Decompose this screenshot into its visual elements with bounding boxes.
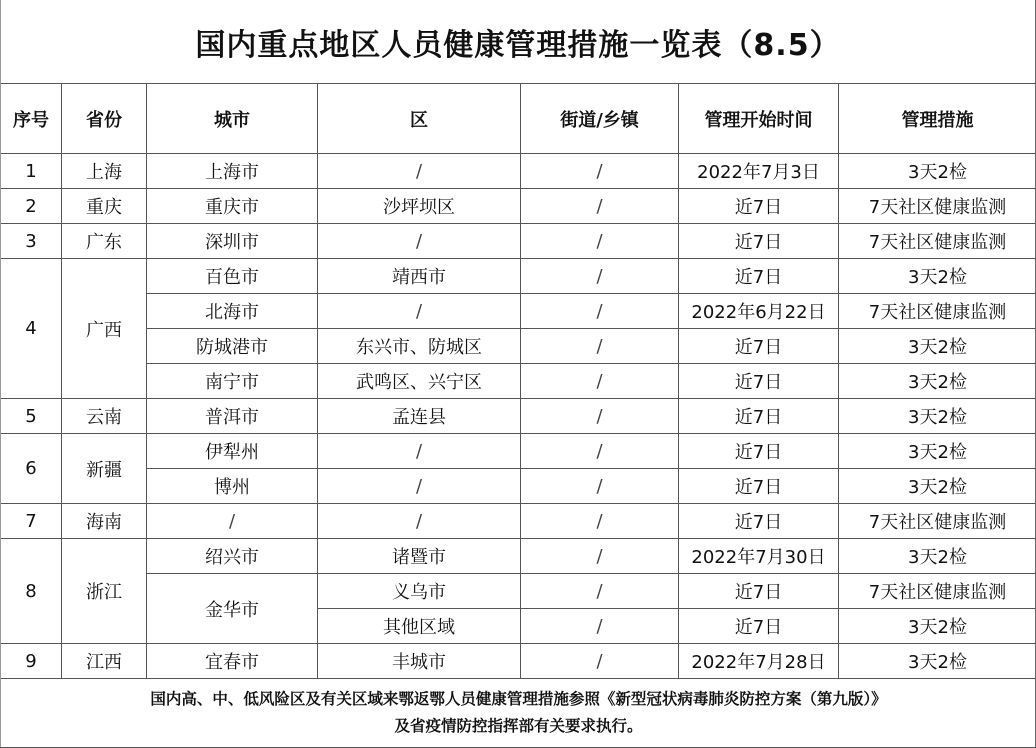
cell-seq: 6 [1, 434, 62, 504]
footer-line-1: 国内高、中、低风险区及有关区域来鄂返鄂人员健康管理措施参照《新型冠状病毒肺炎防控方案（第九版）》 [1, 686, 1036, 713]
cell-street: / [521, 189, 679, 224]
cell-seq: 4 [1, 259, 62, 399]
cell-street: / [521, 504, 679, 539]
cell-street: / [521, 154, 679, 189]
cell-seq: 2 [1, 189, 62, 224]
table-row [1, 364, 1036, 399]
cell-city: 金华市 [147, 574, 318, 644]
cell-city: 防城港市 [147, 329, 318, 364]
cell-street: / [521, 609, 679, 644]
cell-street: / [521, 469, 679, 504]
cell-street: / [521, 434, 679, 469]
cell-street: / [521, 294, 679, 329]
header-start-time: 管理开始时间 [679, 84, 839, 154]
cell-city: / [147, 504, 318, 539]
cell-measure: 3天2检 [839, 539, 1036, 574]
cell-start-time: 近7日 [679, 329, 839, 364]
table-row [1, 469, 1036, 504]
health-management-table [0, 83, 1036, 748]
cell-start-time: 近7日 [679, 609, 839, 644]
cell-measure: 3天2检 [839, 609, 1036, 644]
cell-start-time: 2022年7月30日 [679, 539, 839, 574]
cell-measure: 3天2检 [839, 644, 1036, 679]
header-seq: 序号 [1, 84, 62, 154]
cell-street: / [521, 329, 679, 364]
cell-province: 云南 [62, 399, 147, 434]
cell-seq: 9 [1, 644, 62, 679]
cell-district: 武鸣区、兴宁区 [318, 364, 521, 399]
cell-district: / [318, 224, 521, 259]
cell-measure: 7天社区健康监测 [839, 294, 1036, 329]
cell-measure: 3天2检 [839, 259, 1036, 294]
table-row [1, 399, 1036, 434]
table-row [1, 504, 1036, 539]
cell-seq: 7 [1, 504, 62, 539]
header-measure: 管理措施 [839, 84, 1036, 154]
cell-district: 义乌市 [318, 574, 521, 609]
cell-city: 伊犁州 [147, 434, 318, 469]
footer-row [1, 679, 1036, 748]
cell-province: 新疆 [62, 434, 147, 504]
cell-province: 重庆 [62, 189, 147, 224]
cell-measure: 7天社区健康监测 [839, 189, 1036, 224]
cell-province: 浙江 [62, 539, 147, 644]
cell-district: / [318, 469, 521, 504]
cell-district: 丰城市 [318, 644, 521, 679]
cell-start-time: 近7日 [679, 399, 839, 434]
cell-start-time: 近7日 [679, 224, 839, 259]
cell-city: 南宁市 [147, 364, 318, 399]
cell-district: 东兴市、防城区 [318, 329, 521, 364]
cell-start-time: 近7日 [679, 504, 839, 539]
table-row [1, 224, 1036, 259]
cell-province: 广西 [62, 259, 147, 399]
cell-city: 北海市 [147, 294, 318, 329]
header-province: 省份 [62, 84, 147, 154]
header-row [1, 84, 1036, 154]
cell-city: 重庆市 [147, 189, 318, 224]
cell-district: 沙坪坝区 [318, 189, 521, 224]
cell-start-time: 近7日 [679, 364, 839, 399]
cell-district: 其他区域 [318, 609, 521, 644]
table-row [1, 259, 1036, 294]
cell-province: 广东 [62, 224, 147, 259]
cell-street: / [521, 364, 679, 399]
cell-district: / [318, 154, 521, 189]
footer-line-2: 及省疫情防控指挥部有关要求执行。 [1, 713, 1036, 740]
cell-start-time: 近7日 [679, 469, 839, 504]
cell-city: 百色市 [147, 259, 318, 294]
cell-measure: 3天2检 [839, 329, 1036, 364]
cell-district: / [318, 294, 521, 329]
cell-province: 海南 [62, 504, 147, 539]
cell-measure: 3天2检 [839, 399, 1036, 434]
cell-street: / [521, 574, 679, 609]
cell-start-time: 近7日 [679, 189, 839, 224]
cell-seq: 8 [1, 539, 62, 644]
cell-district: 诸暨市 [318, 539, 521, 574]
header-city: 城市 [147, 84, 318, 154]
cell-start-time: 近7日 [679, 259, 839, 294]
header-street: 街道/乡镇 [521, 84, 679, 154]
cell-measure: 3天2检 [839, 364, 1036, 399]
cell-measure: 3天2检 [839, 154, 1036, 189]
cell-seq: 1 [1, 154, 62, 189]
cell-street: / [521, 224, 679, 259]
cell-city: 上海市 [147, 154, 318, 189]
cell-start-time: 近7日 [679, 574, 839, 609]
table-row [1, 539, 1036, 574]
cell-seq: 3 [1, 224, 62, 259]
table-row [1, 294, 1036, 329]
cell-street: / [521, 539, 679, 574]
cell-start-time: 近7日 [679, 434, 839, 469]
cell-measure: 3天2检 [839, 469, 1036, 504]
cell-street: / [521, 399, 679, 434]
table-row [1, 329, 1036, 364]
cell-seq: 5 [1, 399, 62, 434]
footer-note [1, 679, 1036, 748]
cell-district: 孟连县 [318, 399, 521, 434]
cell-measure: 7天社区健康监测 [839, 504, 1036, 539]
cell-start-time: 2022年7月3日 [679, 154, 839, 189]
cell-city: 博州 [147, 469, 318, 504]
cell-district: / [318, 434, 521, 469]
cell-city: 宜春市 [147, 644, 318, 679]
cell-start-time: 2022年7月28日 [679, 644, 839, 679]
table-row [1, 644, 1036, 679]
cell-street: / [521, 644, 679, 679]
table-row [1, 434, 1036, 469]
table-row [1, 574, 1036, 609]
cell-measure: 3天2检 [839, 434, 1036, 469]
cell-measure: 7天社区健康监测 [839, 224, 1036, 259]
cell-district: / [318, 504, 521, 539]
cell-measure: 7天社区健康监测 [839, 574, 1036, 609]
cell-city: 普洱市 [147, 399, 318, 434]
table-row [1, 189, 1036, 224]
header-district: 区 [318, 84, 521, 154]
cell-district: 靖西市 [318, 259, 521, 294]
cell-province: 江西 [62, 644, 147, 679]
table-row [1, 154, 1036, 189]
cell-street: / [521, 259, 679, 294]
page-title: 国内重点地区人员健康管理措施一览表（8.5） [0, 0, 1036, 83]
cell-province: 上海 [62, 154, 147, 189]
cell-city: 绍兴市 [147, 539, 318, 574]
cell-city: 深圳市 [147, 224, 318, 259]
cell-start-time: 2022年6月22日 [679, 294, 839, 329]
